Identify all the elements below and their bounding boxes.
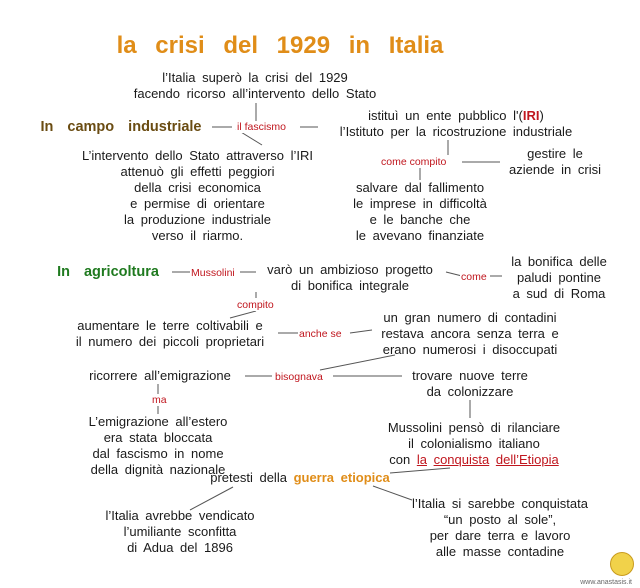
industry-heading: In campo industriale	[40, 119, 202, 135]
watermark: www.anastasis.it	[580, 579, 632, 586]
conquest-ethiopia: dell’Etiopia	[495, 452, 559, 467]
iri-acronym: IRI	[522, 108, 540, 123]
task-manage-node: gestire le aziende in crisi	[509, 146, 601, 177]
link-also: anche se	[299, 328, 342, 340]
link-but: ma	[152, 394, 167, 406]
conquest-la: la	[416, 452, 427, 467]
task-rescue-node: salvare dal fallimento le imprese in difficoltà e le banche che le avevano finanziate	[353, 180, 487, 243]
page-title: la crisi del 1929 in Italia	[116, 32, 444, 59]
place-in-sun-node: l’Italia si sarebbe conquistata “un posto al sole”, per dare terra e lavoro alle masse contadine	[412, 496, 588, 559]
link-task: compito	[237, 299, 274, 311]
conquest-word: conquista	[433, 452, 490, 467]
link-fascism: il fascismo	[237, 121, 287, 133]
link-needed: bisognava	[275, 371, 323, 383]
project-node: varò un ambizioso progetto di bonifica integrale	[267, 262, 433, 293]
reclamation-node: la bonifica delle paludi pontine a sud di Roma	[511, 254, 607, 301]
link-come: come	[461, 271, 487, 283]
state-effects-node: L’intervento dello Stato attraverso l’IRI attenuò gli effetti peggiori della crisi economica e permise di orientare la produzione industriale verso il riarmo.	[82, 148, 313, 243]
revenge-node: l’Italia avrebbe vendicato l’umiliante sconfitta di Adua del 1896	[105, 508, 255, 555]
iri-node: istituì un ente pubblico l'(IRI) l’Istituto per la ricostruzione industriale	[339, 108, 573, 139]
ethiopian-war-label: guerra etiopica	[293, 470, 390, 485]
colonialism-node: Mussolini pensò di rilanciare il colonialismo italiano con la conquista dell’Etiopia	[387, 420, 561, 467]
emigration-blocked-node: L’emigrazione all’estero era stata bloccata dal fascismo in nome della dignità nazionale	[88, 414, 228, 477]
anastasis-logo-icon	[610, 552, 634, 576]
link-as-task: come compito	[381, 156, 447, 168]
emigrate-node: ricorrere all’emigrazione	[89, 368, 231, 383]
peasants-node: un gran numero di contadini restava ancora senza terra e erano numerosi i disoccupati	[381, 310, 559, 357]
intro-text: l’Italia superò la crisi del 1929 facendo ricorso all’intervento dello Stato	[133, 70, 377, 101]
increase-node: aumentare le terre coltivabili e il numero dei piccoli proprietari	[75, 318, 265, 349]
pretexts-node: pretesti della guerra etiopica	[210, 470, 390, 485]
link-mussolini: Mussolini	[191, 267, 235, 279]
new-lands-node: trovare nuove terre da colonizzare	[412, 368, 528, 399]
agriculture-heading: In agricoltura	[57, 264, 159, 280]
